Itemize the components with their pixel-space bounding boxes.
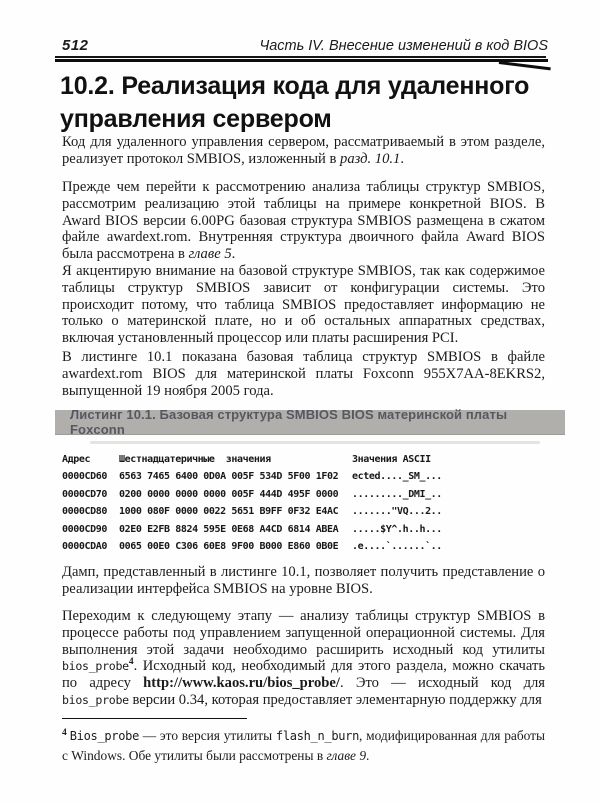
dump-address: 0000CD90 <box>62 523 107 535</box>
dump-col-ascii: Значения ASCII <box>352 454 431 465</box>
dump-ascii-values: ected...._SM_... <box>352 471 442 483</box>
chapter-ref: главе 5 <box>188 246 232 263</box>
footnote-separator <box>62 718 247 719</box>
paragraph-text: версии 0.34, которая предоставляет элементарную поддержку для <box>128 691 542 708</box>
paragraph-text: Код для удаленного управления сервером, рассматриваемый в этом разделе, реализует протокол SMBIOS, изложенный в <box>62 134 545 167</box>
dump-hex-values: 02E0 E2FB 8824 595E 0E68 A4CD 6814 ABEA <box>119 523 339 535</box>
footnote-marker: 4 <box>62 727 67 738</box>
inline-code-bios-probe: bios_probe <box>62 659 129 674</box>
listing-caption: Листинг 10.1. Базовая структура SMBIOS BIOS материнской платы Foxconn <box>70 407 508 437</box>
header-rule <box>55 56 548 64</box>
url-text: http://www.kaos.ru/bios_probe/ <box>143 675 340 692</box>
dump-col-hex: Шестнадцатеричные значения <box>119 454 271 465</box>
paragraph-intro <box>62 134 545 168</box>
running-header <box>62 38 548 54</box>
dump-row <box>62 486 562 503</box>
dump-ascii-values: ......."VQ...2.. <box>352 506 442 518</box>
footnote-text: , модифицированная для работы с Windows. Обе утилиты были рассмотрены в <box>62 728 546 763</box>
dump-ascii-values: .e....`......`.. <box>352 541 442 553</box>
dump-address: 0000CD70 <box>62 488 107 500</box>
header-rule-thick-line <box>55 59 548 62</box>
footnote-reference: 4 <box>128 657 134 668</box>
scan-smudge <box>90 441 540 444</box>
dump-address: 0000CD80 <box>62 506 107 518</box>
dump-ascii-values: ........._DMI_.. <box>352 488 442 500</box>
paragraph-next-step <box>62 608 545 709</box>
dump-hex-values: 0200 0000 0000 0000 005F 444D 495F 0000 <box>119 488 339 500</box>
dump-address: 0000CD60 <box>62 471 107 483</box>
dump-col-address: Адрес <box>62 454 91 465</box>
listing-caption-bar <box>55 407 565 437</box>
running-head-title: Часть IV. Внесение изменений в код BIOS <box>259 38 548 54</box>
inline-code-bios-probe: Bios_probe <box>69 729 139 743</box>
page-number: 512 <box>62 37 89 54</box>
paragraph-text: . <box>400 150 404 167</box>
paragraph-text: Прежде чем перейти к рассмотрению анализа таблицы структур SMBIOS, рассмотрим реализацию этой таблицы на примере конкретной BIOS. В Award BIOS версии 6.00PG базовая структура SMBIOS размещена в сжатом файле awardext.rom. Внутренняя структура двоичного файла Award BIOS была рассмотрена в <box>62 179 545 263</box>
section-heading: 10.2. Реализация кода для удаленного управления сервером <box>60 72 530 133</box>
paragraph-award-bios <box>62 179 545 263</box>
chapter-ref: главе 9 <box>326 748 367 763</box>
inline-code-flash-n-burn: flash_n_burn <box>275 729 360 743</box>
dump-hex-values: 0065 00E0 C306 60E8 9F00 B000 E860 0B0E <box>119 541 339 553</box>
footnote <box>62 726 545 765</box>
section-ref: разд. 10.1 <box>340 150 401 167</box>
dump-row <box>62 468 562 485</box>
dump-address: 0000CDA0 <box>62 541 107 553</box>
paragraph-smbios-structure: Я акцентирую внимание на базовой структуре SMBIOS, так как содержимое таблицы структур SMBIOS зависит от конфигурации системы. Это происходит потому, что таблица SMBIOS предоставляет информацию не только о материнской плате, но и об остальных аппаратных средствах, включая установленный процессор или платы расширения PCI. <box>62 263 545 347</box>
dump-hex-values: 1000 080F 0000 0022 5651 B9FF 0F32 E4AC <box>119 506 339 518</box>
header-rule-thin-line <box>55 56 546 58</box>
dump-header-row <box>62 451 562 468</box>
footnote-text: . <box>366 748 370 763</box>
inline-code-bios-probe: bios_probe <box>62 692 129 707</box>
dump-row <box>62 503 562 520</box>
hex-dump <box>62 451 562 555</box>
dump-ascii-values: .....$Y^.h..h... <box>352 523 442 535</box>
paragraph-text: Переходим к следующему этапу — анализу таблицы структур SMBIOS в процессе работы под управлением запущенной операционной системы. Для выполнения этой задачи необходимо расширить исходный код утилиты <box>62 608 545 658</box>
dump-row <box>62 521 562 538</box>
dump-hex-values: 6563 7465 6400 0D0A 005F 534D 5F00 1F02 <box>119 471 339 483</box>
footnote-text: — это версия утилиты <box>139 728 276 743</box>
paragraph-text: . Это — исходный код для <box>339 675 545 692</box>
paragraph-text: . Исходный код, необходимый для этого раздела, можно скачать по адресу <box>62 658 545 692</box>
paragraph-dump-summary: Дамп, представленный в листинге 10.1, позволяет получить представление о реализации интерфейса SMBIOS на уровне BIOS. <box>62 564 545 597</box>
paragraph-listing-intro: В листинге 10.1 показана базовая таблица структур SMBIOS в файле awardext.rom BIOS для материнской платы Foxconn 955X7AA-8EKRS2, выпущенной 19 ноября 2005 года. <box>62 349 545 399</box>
dump-row <box>62 538 562 555</box>
paragraph-text: . <box>231 246 236 263</box>
